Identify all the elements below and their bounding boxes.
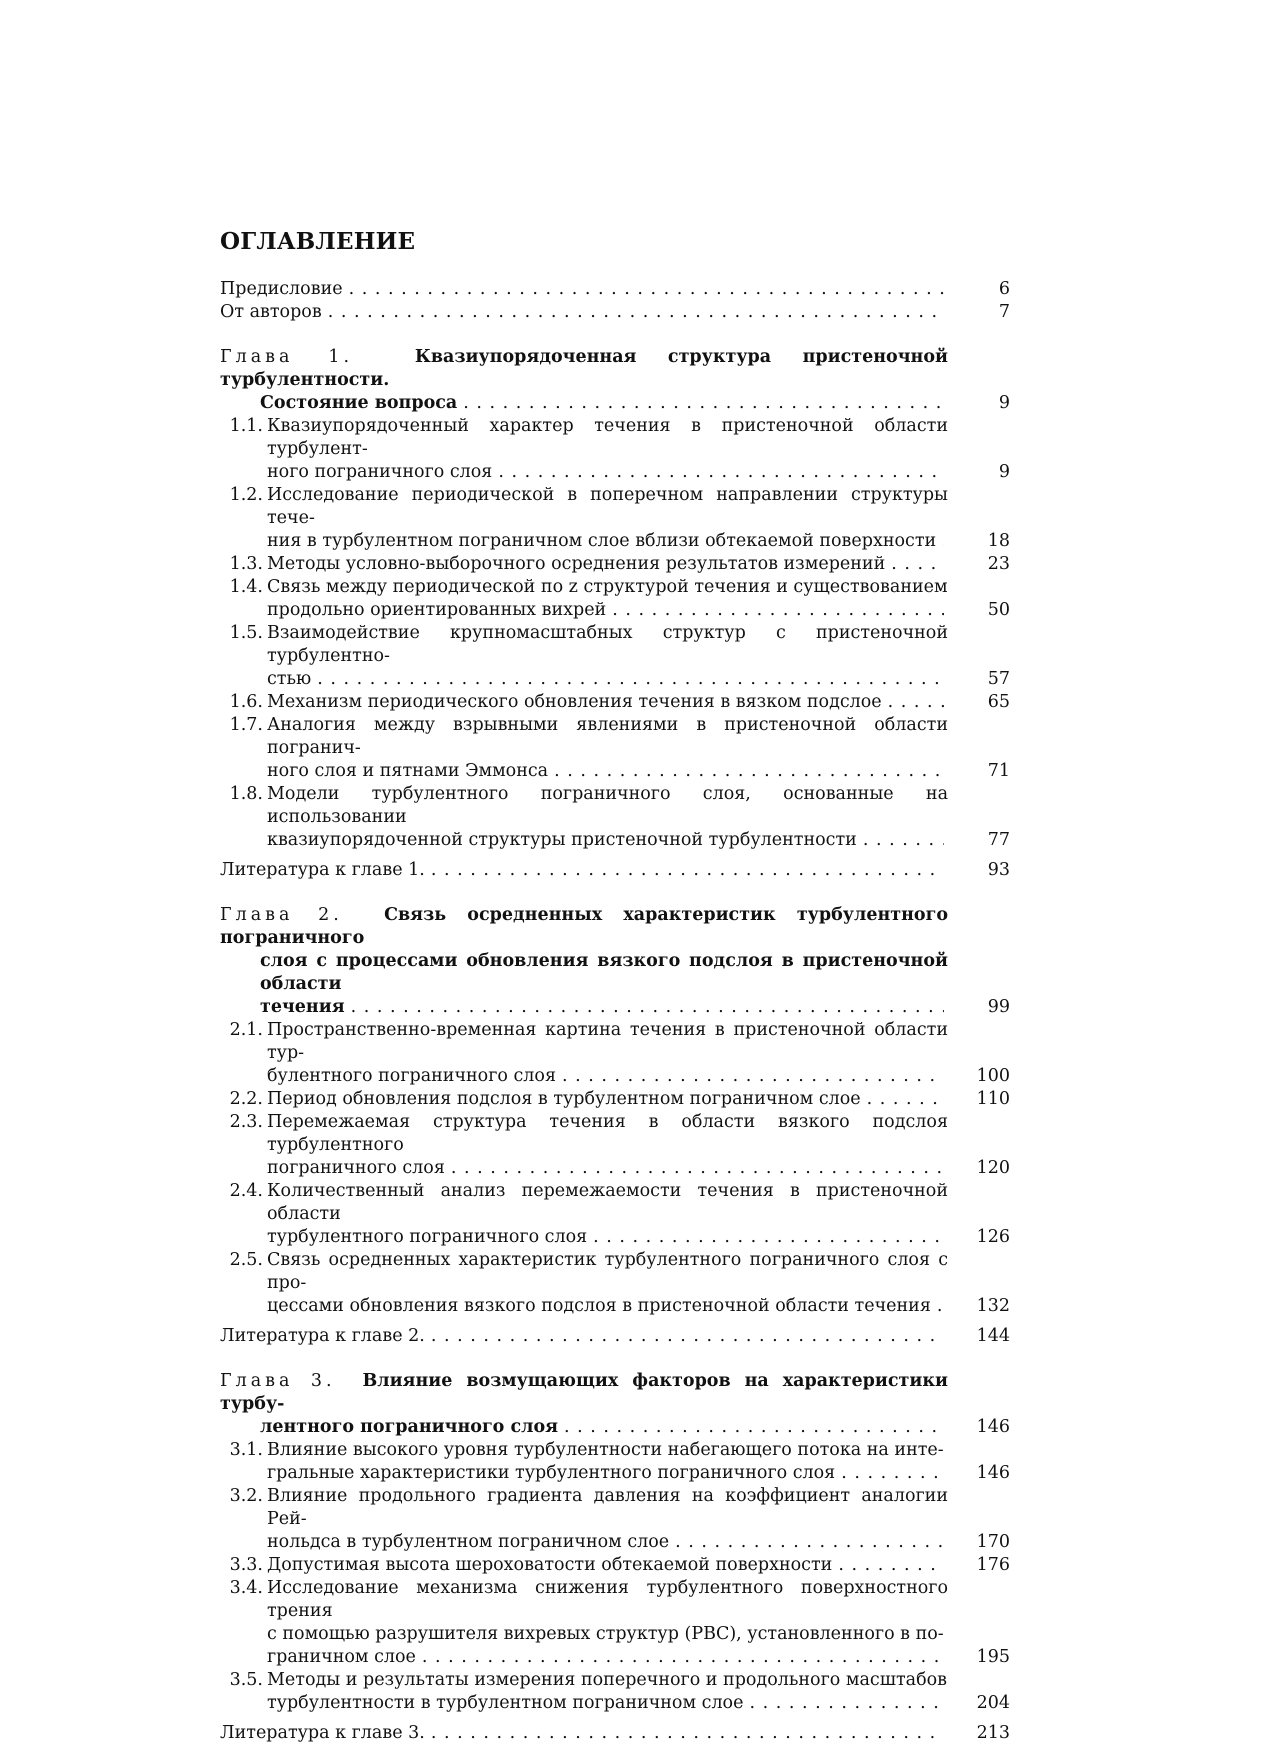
section-number: 2.4. [229, 1181, 263, 1201]
section-title: Исследование механизма снижения турбулентного поверхностного трения [267, 1578, 948, 1621]
section-title: Аналогия между взрывными явлениями в пристеночной области погранич- [267, 715, 948, 758]
entry-page: 99 [987, 997, 1010, 1017]
entry-page: 23 [987, 554, 1010, 574]
section-number: 3.2. [229, 1486, 263, 1506]
section-number: 1.5. [229, 623, 263, 643]
entry-page: 6 [998, 279, 1010, 299]
entry-page: 170 [976, 1532, 1010, 1552]
toc-section[interactable] [220, 1249, 1010, 1318]
toc-entry-preface[interactable] [220, 278, 1010, 301]
toc-section[interactable] [220, 783, 1010, 852]
entry-page: 126 [976, 1227, 1010, 1247]
section-title-end: ного слоя и пятнами Эммонса [267, 761, 549, 781]
section-title: Влияние продольного градиента давления на коэффициент аналогии Рей- [267, 1486, 948, 1529]
section-title: Модели турбулентного пограничного слоя, основанные на использовании [267, 784, 948, 827]
section-number: 1.6. [229, 692, 263, 712]
entry-page: 120 [976, 1158, 1010, 1178]
entry-page: 71 [987, 761, 1010, 781]
section-number: 1.3. [229, 554, 263, 574]
entry-page: 132 [976, 1296, 1010, 1316]
section-title-end: ния в турбулентном пограничном слое вблизи обтекаемой поверхности [267, 531, 937, 551]
section-title: Допустимая высота шероховатости обтекаемой поверхности [267, 1555, 833, 1575]
section-number: 3.5. [229, 1670, 263, 1690]
section-title: Влияние высокого уровня турбулентности набегающего потока на инте- [267, 1440, 944, 1460]
section-title-end: турбулентного пограничного слоя [267, 1227, 588, 1247]
section-number: 3.3. [229, 1555, 263, 1575]
toc-chapter-1[interactable] [220, 346, 1010, 415]
toc-section[interactable] [220, 1485, 1010, 1554]
section-title-end: стью [267, 669, 312, 689]
toc-section[interactable] [220, 1577, 1010, 1669]
section-number: 3.1. [229, 1440, 263, 1460]
section-title-end: продольно ориентированных вихрей [267, 600, 607, 620]
entry-page: 77 [987, 830, 1010, 850]
section-number: 3.4. [229, 1578, 263, 1598]
entry-page: 100 [976, 1066, 1010, 1086]
toc-section[interactable] [220, 415, 1010, 484]
section-number: 1.1. [229, 416, 263, 436]
section-title: Взаимодействие крупномасштабных структур с пристеночной турбулентно- [267, 623, 948, 666]
toc-section[interactable] [220, 576, 1010, 622]
chapter-title-end: течения [260, 997, 345, 1017]
section-title-line2: с помощью разрушителя вихревых структур (РВС), установленного в по- [267, 1624, 944, 1644]
entry-page: 65 [987, 692, 1010, 712]
entry-page: 176 [976, 1555, 1010, 1575]
entry-page: 7 [998, 302, 1010, 322]
section-title: Исследование периодической в поперечном направлении структуры тече- [267, 485, 948, 528]
section-number: 1.7. [229, 715, 263, 735]
toc-section[interactable] [220, 1088, 1010, 1111]
section-number: 2.2. [229, 1089, 263, 1109]
section-title: Количественный анализ перемежаемости течения в пристеночной области [267, 1181, 948, 1224]
entry-page: 50 [987, 600, 1010, 620]
section-title: Пространственно-временная картина течения в пристеночной области тур- [267, 1020, 948, 1063]
toc-section[interactable] [220, 484, 1010, 553]
table-of-contents [220, 278, 1010, 1745]
toc-section[interactable] [220, 1180, 1010, 1249]
literature-title: Литература к главе 1. [220, 860, 425, 880]
chapter-label: Глава 2. [220, 905, 343, 925]
entry-page: 146 [976, 1417, 1010, 1437]
section-number: 1.8. [229, 784, 263, 804]
entry-page: 9 [998, 393, 1010, 413]
chapter-label: Глава 3. [220, 1371, 336, 1391]
entry-page: 110 [976, 1089, 1010, 1109]
entry-title: Предисловие [220, 279, 343, 299]
section-title: Связь осредненных характеристик турбулентного пограничного слоя с про- [267, 1250, 948, 1293]
chapter-title: Связь осредненных характеристик турбулентного пограничного [220, 905, 948, 948]
page-title: ОГЛАВЛЕНИЕ [220, 228, 416, 255]
entry-page: 213 [976, 1723, 1010, 1743]
section-title-end: турбулентности в турбулентном пограничном слое [267, 1693, 744, 1713]
toc-literature-3[interactable] [220, 1722, 1010, 1745]
chapter-title-line2: слоя с процессами обновления вязкого подслоя в пристеночной области [260, 951, 948, 994]
toc-section[interactable] [220, 622, 1010, 691]
entry-page: 9 [998, 462, 1010, 482]
toc-chapter-3[interactable] [220, 1370, 1010, 1439]
toc-literature-1[interactable] [220, 859, 1010, 882]
entry-page: 146 [976, 1463, 1010, 1483]
chapter-title-end: лентного пограничного слоя [260, 1417, 559, 1437]
chapter-title: Квазиупорядоченная структура пристеночной турбулентности. [220, 347, 948, 390]
entry-page: 195 [976, 1647, 1010, 1667]
chapter-title: Влияние возмущающих факторов на характеристики турбу- [220, 1371, 948, 1414]
entry-page: 57 [987, 669, 1010, 689]
section-title: Период обновления подслоя в турбулентном пограничном слое [267, 1089, 861, 1109]
section-title-end: пограничного слоя [267, 1158, 445, 1178]
section-number: 2.3. [229, 1112, 263, 1132]
section-title: Перемежаемая структура течения в области вязкого подслоя турбулентного [267, 1112, 948, 1155]
section-title: Методы и результаты измерения поперечного и продольного масштабов [267, 1670, 948, 1690]
toc-literature-2[interactable] [220, 1325, 1010, 1348]
toc-section[interactable] [220, 553, 1010, 576]
section-title-end: гральные характеристики турбулентного пограничного слоя [267, 1463, 836, 1483]
chapter-title-end: Состояние вопроса [260, 393, 458, 413]
toc-section[interactable] [220, 714, 1010, 783]
section-number: 2.5. [229, 1250, 263, 1270]
section-number: 1.2. [229, 485, 263, 505]
toc-section[interactable] [220, 1669, 1010, 1715]
literature-title: Литература к главе 2. [220, 1326, 425, 1346]
section-title: Механизм периодического обновления течения в вязком подслое [267, 692, 882, 712]
section-title-end: граничном слое [267, 1647, 416, 1667]
section-number: 1.4. [229, 577, 263, 597]
chapter-label: Глава 1. [220, 347, 354, 367]
section-title: Связь между периодической по z структурой течения и существованием [267, 577, 948, 597]
section-title-end: ного пограничного слоя [267, 462, 493, 482]
section-title-end: цессами обновления вязкого подслоя в пристеночной области течения [267, 1296, 931, 1316]
section-title-end: квазиупорядоченной структуры пристеночной турбулентности [267, 830, 857, 850]
entry-page: 93 [987, 860, 1010, 880]
toc-section[interactable] [220, 1019, 1010, 1088]
entry-page: 18 [987, 531, 1010, 551]
section-title-end: булентного пограничного слоя [267, 1066, 556, 1086]
section-number: 2.1. [229, 1020, 263, 1040]
toc-section[interactable] [220, 1111, 1010, 1180]
literature-title: Литература к главе 3. [220, 1723, 425, 1743]
entry-page: 204 [976, 1693, 1010, 1713]
toc-section[interactable] [220, 1554, 1010, 1577]
toc-section[interactable] [220, 1439, 1010, 1485]
section-title: Методы условно-выборочного осреднения результатов измерений [267, 554, 886, 574]
entry-page: 144 [976, 1326, 1010, 1346]
toc-entry-from-authors[interactable] [220, 301, 1010, 324]
toc-chapter-2[interactable] [220, 904, 1010, 1019]
toc-section[interactable] [220, 691, 1010, 714]
section-title: Квазиупорядоченный характер течения в пристеночной области турбулент- [267, 416, 948, 459]
entry-title: От авторов [220, 302, 322, 322]
section-title-end: нольдса в турбулентном пограничном слое [267, 1532, 670, 1552]
